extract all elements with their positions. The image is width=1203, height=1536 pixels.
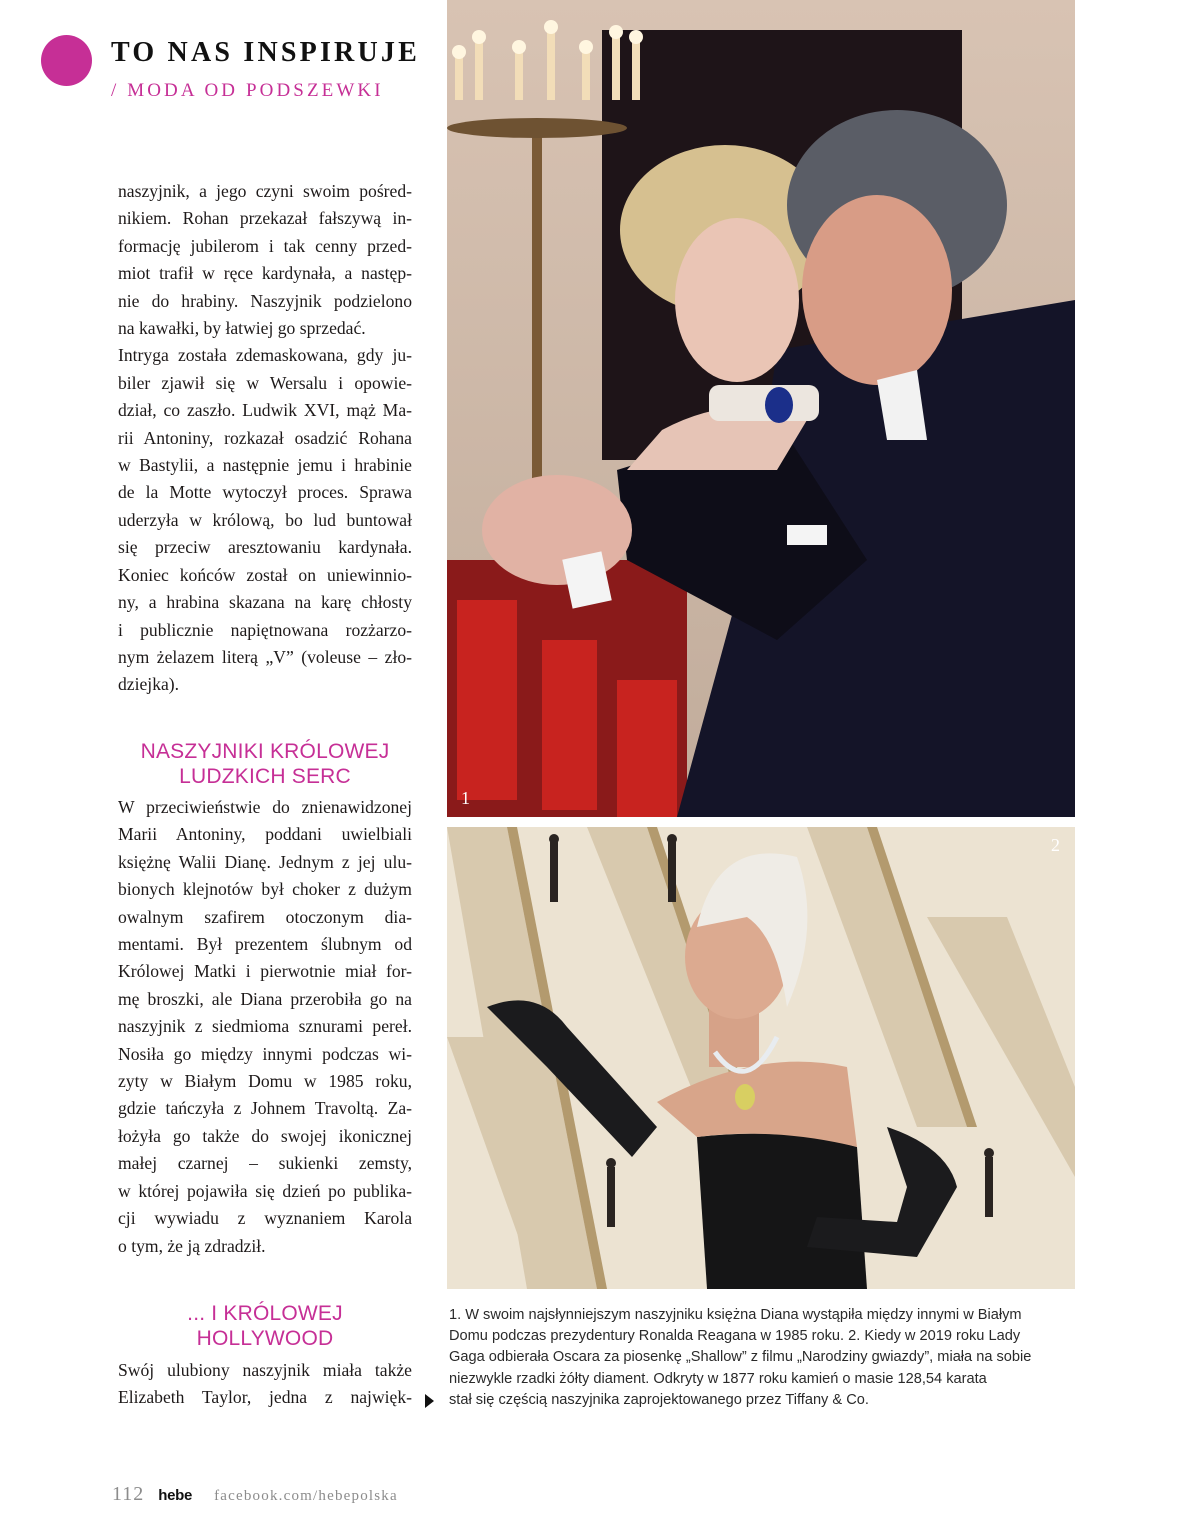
section-title: TO NAS INSPIRUJE	[111, 37, 420, 68]
caption-line: stał się częścią naszyjnika zaprojektowanego przez Tiffany & Co.	[449, 1391, 869, 1408]
photo-diana-reagan	[447, 0, 1075, 817]
text-line: mentami. Był prezentem ślubnym od	[118, 934, 412, 955]
subheading-line: HOLLYWOOD	[196, 1327, 334, 1350]
photo-caption	[449, 1305, 1069, 1411]
text-line: gdzie tańczyła z Johnem Travoltą. Za-	[118, 1098, 412, 1119]
text-line: dziejka).	[118, 674, 180, 695]
brand-logo: hebe	[158, 1487, 193, 1504]
text-line: naszyjnik z siedmioma sznurami pereł.	[118, 1016, 412, 1037]
photo-lady-gaga	[447, 827, 1075, 1289]
continue-arrow-icon	[425, 1394, 434, 1408]
text-line: zyty w Białym Domu w 1985 roku,	[118, 1071, 412, 1092]
subheading-line: LUDZKICH SERC	[179, 765, 351, 788]
article-paragraph-2	[118, 794, 412, 1260]
text-line: księżnę Walii Dianę. Jednym z jej ulu-	[118, 851, 412, 872]
section-subtitle: / MODA OD PODSZEWKI	[111, 80, 384, 101]
text-line: i publicznie napiętnowana rozżarzo-	[118, 619, 412, 640]
text-line: nie do hrabiny. Naszyjnik podzielono	[118, 290, 412, 311]
subheading-line: ... I KRÓLOWEJ	[187, 1302, 343, 1325]
text-line: się przeciw aresztowaniu kardynała.	[118, 537, 412, 558]
text-line: małej czarnej – sukienki zemsty,	[118, 1153, 412, 1174]
text-line: dział, co zaszło. Ludwik XVI, mąż Ma-	[118, 400, 412, 421]
page-number: 112	[112, 1483, 145, 1505]
text-line: uderzyła w królową, bo lud buntował	[118, 509, 412, 530]
article-paragraph-1	[118, 178, 412, 699]
text-line: rii Antoniny, rozkazał osadzić Rohana	[118, 427, 412, 448]
caption-line: 1. W swoim najsłynniejszym naszyjniku księżna Diana wystąpiła między innymi w Białym	[449, 1307, 1022, 1323]
text-line: cji wywiadu z wyznaniem Karola	[118, 1208, 412, 1229]
text-line: w Bastylii, a następnie jemu i hrabinie	[118, 455, 412, 476]
text-line: formację jubilerom i tak cenny przed-	[118, 235, 412, 256]
text-line: łożyła go także do swojej ikonicznej	[118, 1125, 412, 1146]
text-line: de la Motte wytoczył proces. Sprawa	[118, 482, 412, 503]
subheading-1	[118, 739, 412, 789]
text-line: na kawałki, by łatwiej go sprzedać.	[118, 318, 366, 339]
text-line: Elizabeth Taylor, jedna z najwięk-	[118, 1387, 412, 1408]
photo-1-illustration	[447, 0, 1075, 817]
text-line: miot trafił w ręce kardynała, a następ-	[118, 263, 412, 284]
social-link[interactable]: facebook.com/hebepolska	[214, 1488, 398, 1504]
text-line: owalnym szafirem otoczonym dia-	[118, 906, 412, 927]
caption-line: niezwykle rzadki żółty diament. Odkryty w 1877 roku kamień o masie 128,54 karata	[449, 1370, 987, 1387]
article-paragraph-3	[118, 1357, 412, 1412]
text-line: biler zjawił się w Wersalu i opowie-	[118, 372, 412, 393]
section-dot-icon	[41, 35, 92, 86]
text-line: ny, a hrabina skazana na karę chłosty	[118, 592, 412, 613]
text-line: W przeciwieństwie do znienawidzonej	[118, 797, 412, 817]
text-line: bionych klejnotów był choker z dużym	[118, 879, 412, 900]
text-line: mę broszki, ale Diana przerobiła go na	[118, 988, 412, 1009]
photo-number: 1	[461, 788, 470, 808]
subheading-line: NASZYJNIKI KRÓLOWEJ	[140, 740, 390, 763]
photo-number: 2	[1051, 835, 1060, 855]
photo-2-illustration	[447, 827, 1075, 1289]
text-line: Marii Antoniny, poddani uwielbiali	[118, 824, 412, 845]
page-footer	[112, 1483, 398, 1506]
text-line: Koniec końców został on uniewinnio-	[118, 564, 412, 585]
text-line: w której pojawiła się dzień po publika-	[118, 1180, 412, 1201]
text-line: naszyjnik, a jego czyni swoim pośred-	[118, 181, 412, 201]
text-line: Nosiła go między innymi podczas wi-	[118, 1043, 412, 1064]
text-line: o tym, że ją zdradził.	[118, 1235, 266, 1256]
caption-line: Gaga odbierała Oscara za piosenkę „Shallow” z filmu „Narodziny gwiazdy”, miała na sobie	[449, 1349, 1032, 1366]
text-line: Swój ulubiony naszyjnik miała także	[118, 1360, 412, 1380]
text-line: Królowej Matki i pierwotnie miał for-	[118, 961, 412, 982]
caption-line: Domu podczas prezydentury Ronalda Reagana w 1985 roku. 2. Kiedy w 2019 roku Lady	[449, 1328, 1021, 1345]
text-line: Intryga została zdemaskowana, gdy ju-	[118, 345, 412, 366]
subheading-2	[118, 1301, 412, 1351]
text-line: nym żelazem literą „V” (voleuse – zło-	[118, 646, 412, 667]
text-line: nikiem. Rohan przekazał fałszywą in-	[118, 208, 412, 229]
